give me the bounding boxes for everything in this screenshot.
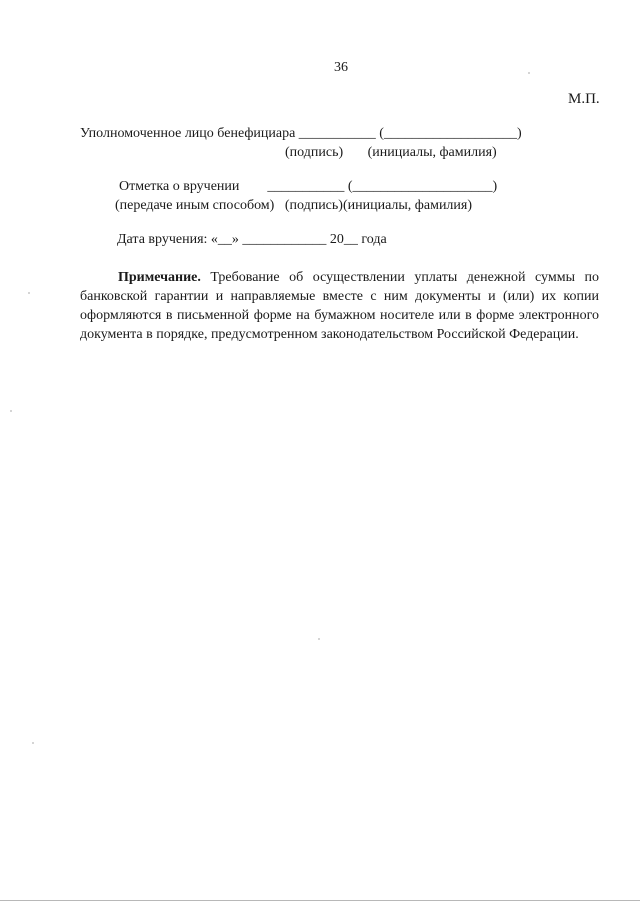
note-heading: Примечание. <box>118 270 201 285</box>
scan-edge-line <box>0 900 640 901</box>
authorized-person-signature-line: Уполномоченное лицо бенефициара ___________ (___________________) <box>80 126 522 141</box>
note-paragraph <box>80 268 599 344</box>
delivery-mark-captions: (передаче иным способом) (подпись)(инициалы, фамилия) <box>115 198 473 213</box>
note-text: Требование об осуществлении уплаты денежной суммы по банковской гарантии и направляемые вместе с ним документы и (или) их копии оформляются в письменной форме на бумажном носителе или в форме электронного документа в порядке, предусмотренном законодательством Российской Федерации. <box>80 270 599 342</box>
page-number: 36 <box>334 60 348 75</box>
scan-speck <box>28 292 30 294</box>
stamp-place-label: М.П. <box>568 91 600 107</box>
scan-speck <box>318 638 320 640</box>
authorized-person-captions: (подпись) (инициалы, фамилия) <box>285 145 497 160</box>
delivery-date-line: Дата вручения: «__» ____________ 20__ года <box>117 232 387 247</box>
scan-speck <box>528 72 530 74</box>
scan-speck <box>10 410 12 412</box>
delivery-mark-line: Отметка о вручении ___________ (____________________) <box>119 179 498 194</box>
scan-speck <box>32 742 34 744</box>
